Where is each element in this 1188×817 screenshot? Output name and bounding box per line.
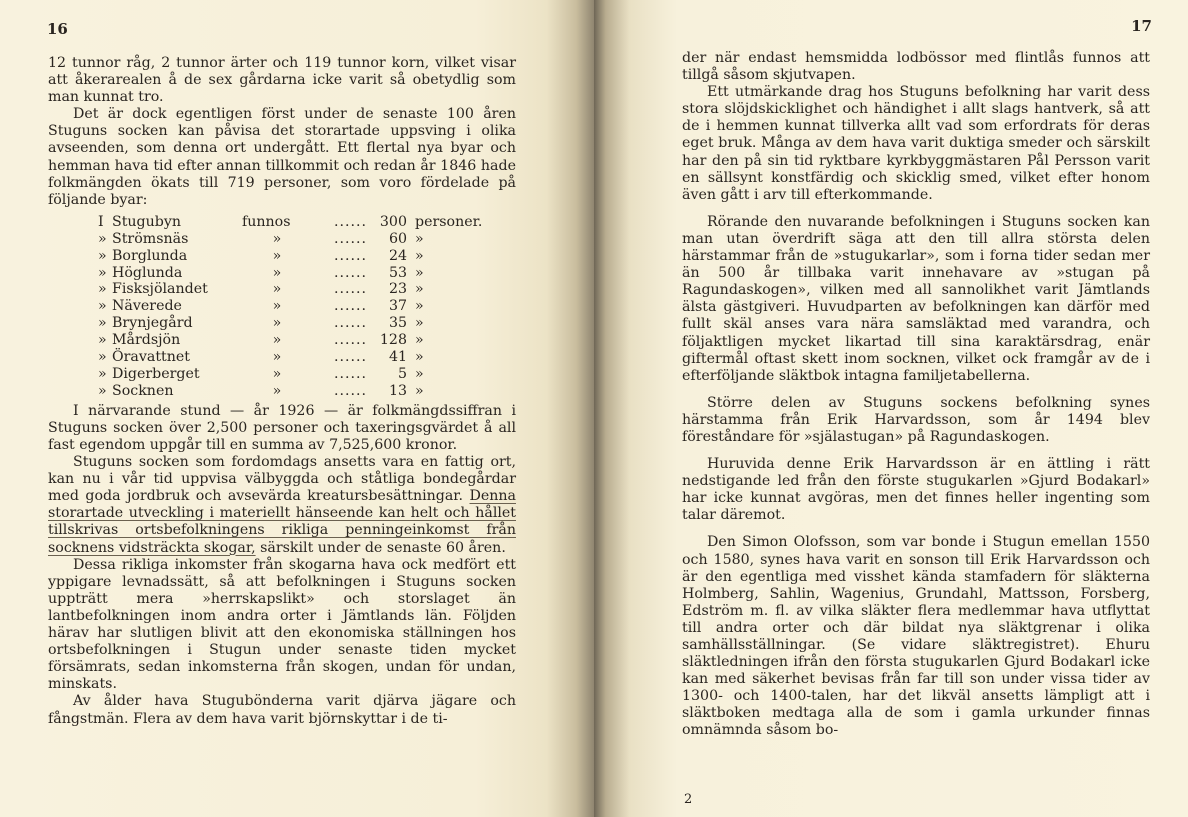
verb: » — [272, 247, 282, 264]
wealth-text-start: Stuguns socken som fordomdags ansetts vara en fattig ort, kan nu i vår tid uppvisa välbyggda och ståtliga bondegårdar med goda jordbruk och avsevärda kreatursbesättningar. — [48, 454, 516, 505]
paragraph: Det är dock egentligen först under de senaste 100 åren Stuguns socken kan påvisa det storartade uppsving i olika avseenden, som denna ort undergått. Ett flertal nya byar och hemman hava tid efter annan tillkommit och redan år 1846 hade folkmängden ökats till 719 personer, som voro fördelade på följande byar: — [48, 106, 516, 208]
unit: » — [415, 366, 424, 382]
row-mark: » — [98, 230, 107, 247]
paragraph-wealth — [48, 454, 516, 557]
population-count: 37 — [388, 298, 407, 315]
signature-mark: 2 — [684, 792, 693, 807]
leader-dots: ...... — [333, 382, 367, 399]
row-mark: » — [98, 332, 107, 349]
row-mark: » — [98, 349, 107, 366]
village-row — [98, 366, 482, 383]
paragraph: Rörande den nuvarande befolkningen i Stuguns socken kan man utan överdrift säga att den till allra största delen härstammar från de »stugukarlar», som i forna tider sedan mer än 500 år tillbaka varit innehavare av »stugan på Ragundaskogen», vilken med all sannolikhet varit Jämtlands älsta gästgiveri. Huvudparten av befolkningen kan därför med fullt skäl anses vara nära samsläktad med varandra, och följaktligen mycket likartad till sina karaktärsdrag, enär giftermål oftast skett inom socknen, vilket ock framgår av de i efterföljande släktbok intagna familjetabellerna. — [682, 213, 1150, 384]
village-row — [98, 298, 482, 315]
population-count: 13 — [388, 382, 407, 399]
page-number-right: 17 — [1131, 17, 1152, 35]
unit: » — [415, 332, 424, 349]
village-row — [98, 281, 482, 298]
leader-dots: ...... — [333, 230, 367, 247]
village-name: Borglunda — [112, 247, 188, 264]
paragraph: Större delen av Stuguns sockens befolkning synes härstamma från Erik Harvardsson, som år 1494 blev föreståndare för »själastugan» på Ragundaskogen. — [682, 394, 1150, 445]
paragraph: der när endast hemsmidda lodbössor med flintlås funnos att tillgå såsom skjutvapen. — [682, 50, 1150, 84]
row-mark: » — [98, 247, 107, 264]
village-name: Socknen — [112, 382, 174, 399]
leader-dots: ...... — [333, 366, 367, 382]
village-row — [98, 265, 482, 282]
paragraph: Ett utmärkande drag hos Stuguns befolkning har varit dess stora slöjdskicklighet och händighet i allt slags hantverk, så att de i hemmen kunnat tillverka allt vad som erfordrats för deras eget bruk. Många av dem hava varit duktiga smeder och särskilt har den på sin tid ryktbare kyrkbyggmästaren Pål Persson varit en sällsynt konstfärdig och skicklig smed, vilket efter honom även gått i arv till efterkommande. — [682, 84, 1150, 203]
unit: » — [415, 247, 424, 264]
paragraph-1926: I närvarande stund — år 1926 — är folkmängdssiffran i Stuguns socken över 2,500 personer och taxeringsgvärdet å all fast egendom uppgår till en summa av 7,525,600 kronor. — [48, 402, 516, 453]
leader-dots: ...... — [333, 298, 367, 315]
village-row — [98, 248, 482, 265]
population-count: 35 — [388, 315, 407, 332]
population-count: 5 — [397, 366, 407, 382]
unit: » — [415, 264, 424, 281]
population-count: 60 — [388, 230, 407, 247]
paragraph: Huruvida denne Erik Harvardsson är en ättling i rätt nedstigande led från den förste stugukarlen »Gjurd Bodakarl» har icke kunnat avgöras, men det finnes heller ingenting som talar däremot. — [682, 456, 1150, 524]
verb: » — [272, 315, 282, 332]
leader-dots: ...... — [333, 281, 367, 298]
verb: » — [272, 298, 282, 315]
row-mark: » — [98, 281, 107, 298]
village-row — [98, 349, 482, 366]
village-name: Brynjegård — [112, 315, 193, 332]
village-name: Stugubyn — [112, 213, 182, 230]
unit: » — [415, 230, 424, 247]
paragraph: 12 tunnor råg, 2 tunnor ärter och 119 tunnor korn, vilket visar att åkerarealen å de sex gårdarna icke varit så obetydlig som man kunnat tro. — [48, 55, 516, 106]
row-mark: » — [98, 315, 107, 332]
verb: » — [272, 230, 282, 247]
unit: » — [415, 281, 424, 298]
row-mark: » — [98, 264, 107, 281]
leader-dots: ...... — [333, 315, 367, 332]
unit: » — [415, 298, 424, 315]
village-name: Mårdsjön — [112, 332, 181, 349]
leader-dots: ...... — [333, 213, 367, 230]
population-count: 300 — [379, 213, 407, 230]
verb: » — [272, 332, 282, 349]
verb: » — [272, 264, 282, 281]
village-row — [98, 214, 482, 231]
row-mark: I — [98, 213, 104, 230]
village-name: Digerberget — [112, 366, 200, 382]
population-count: 23 — [388, 281, 407, 298]
village-row — [98, 332, 482, 349]
leader-dots: ...... — [333, 349, 367, 366]
village-row — [98, 383, 482, 400]
village-name: Höglunda — [112, 264, 183, 281]
paragraph-hunters: Av ålder hava Stugubönderna varit djärva jägare och fångstmän. Flera av dem hava varit björnskyttar i de ti- — [48, 693, 516, 727]
right-page — [594, 0, 1188, 817]
unit: personer. — [415, 213, 483, 230]
population-count: 128 — [379, 332, 407, 349]
leader-dots: ...... — [333, 247, 367, 264]
verb: » — [272, 281, 282, 298]
village-name: Öravattnet — [112, 349, 190, 366]
village-name: Näverede — [112, 298, 182, 315]
right-page-text — [682, 50, 1150, 740]
paragraph-income: Dessa rikliga inkomster från skogarna hava ock medfört ett yppigare levnadssätt, så att befolkningen i Stuguns socken uppträtt mera »herrskapslikt» och storslaget än lantbefolkningen inom andra orter i Jämtlands län. Följden härav har slutligen blivit att den ekonomiska ställningen hos ortsbefolkningen i Stugun under senaste tiden mycket försämrats, sedan inkomsterna från skogen, undan för undan, minskats. — [48, 556, 516, 693]
verb: » — [272, 366, 282, 382]
leader-dots: ...... — [333, 264, 367, 281]
underlined-passage: Denna storartade utveckling i materiellt hänseende kan helt och hållet tillskrivas ortsbefolkningens rikliga penningeinkomst från socknens vidsträckta skogar, — [48, 488, 516, 556]
row-mark: » — [98, 366, 107, 382]
unit: » — [415, 349, 424, 366]
page-number-left: 16 — [47, 20, 68, 38]
leader-dots: ...... — [333, 332, 367, 349]
village-row — [98, 315, 482, 332]
row-mark: » — [98, 382, 107, 399]
village-row — [98, 231, 482, 248]
village-name: Strömsnäs — [112, 230, 189, 247]
verb: » — [272, 349, 282, 366]
village-name: Fisksjölandet — [112, 281, 208, 298]
population-count: 24 — [388, 247, 407, 264]
village-population-table — [98, 214, 482, 400]
verb: funnos — [242, 213, 291, 230]
unit: » — [415, 382, 424, 399]
population-count: 41 — [388, 349, 407, 366]
row-mark: » — [98, 298, 107, 315]
unit: » — [415, 315, 424, 332]
verb: » — [272, 382, 282, 399]
left-page-text — [48, 55, 516, 728]
wealth-text-end: särskilt under de senaste 60 åren. — [260, 539, 506, 556]
paragraph: Den Simon Olofsson, som var bonde i Stugun emellan 1550 och 1580, synes hava varit en sonson till Erik Harvardsson och är den egentliga med visshet kända stamfadern för släkterna Holmberg, Sahlin, Wagenius, Grundahl, Mattsson, Forsberg, Edström m. fl. av vilka släkter flera medlemmar hava utflyttat till andra orter och där bildat nya släktgrenar i olika samhällsställningar. (Se vidare släktregistret). Ehuru släktledningen ifrån den första stugukarlen Gjurd Bodakarl icke kan med säkerhet bevisas från far till son under vissa tider av 1300- och 1400-talen, har det likväl ansetts lämpligt att i släktboken medtaga alla de som i gamla urkunder finnas omnämnda såsom bo- — [682, 534, 1150, 739]
population-count: 53 — [388, 264, 407, 281]
